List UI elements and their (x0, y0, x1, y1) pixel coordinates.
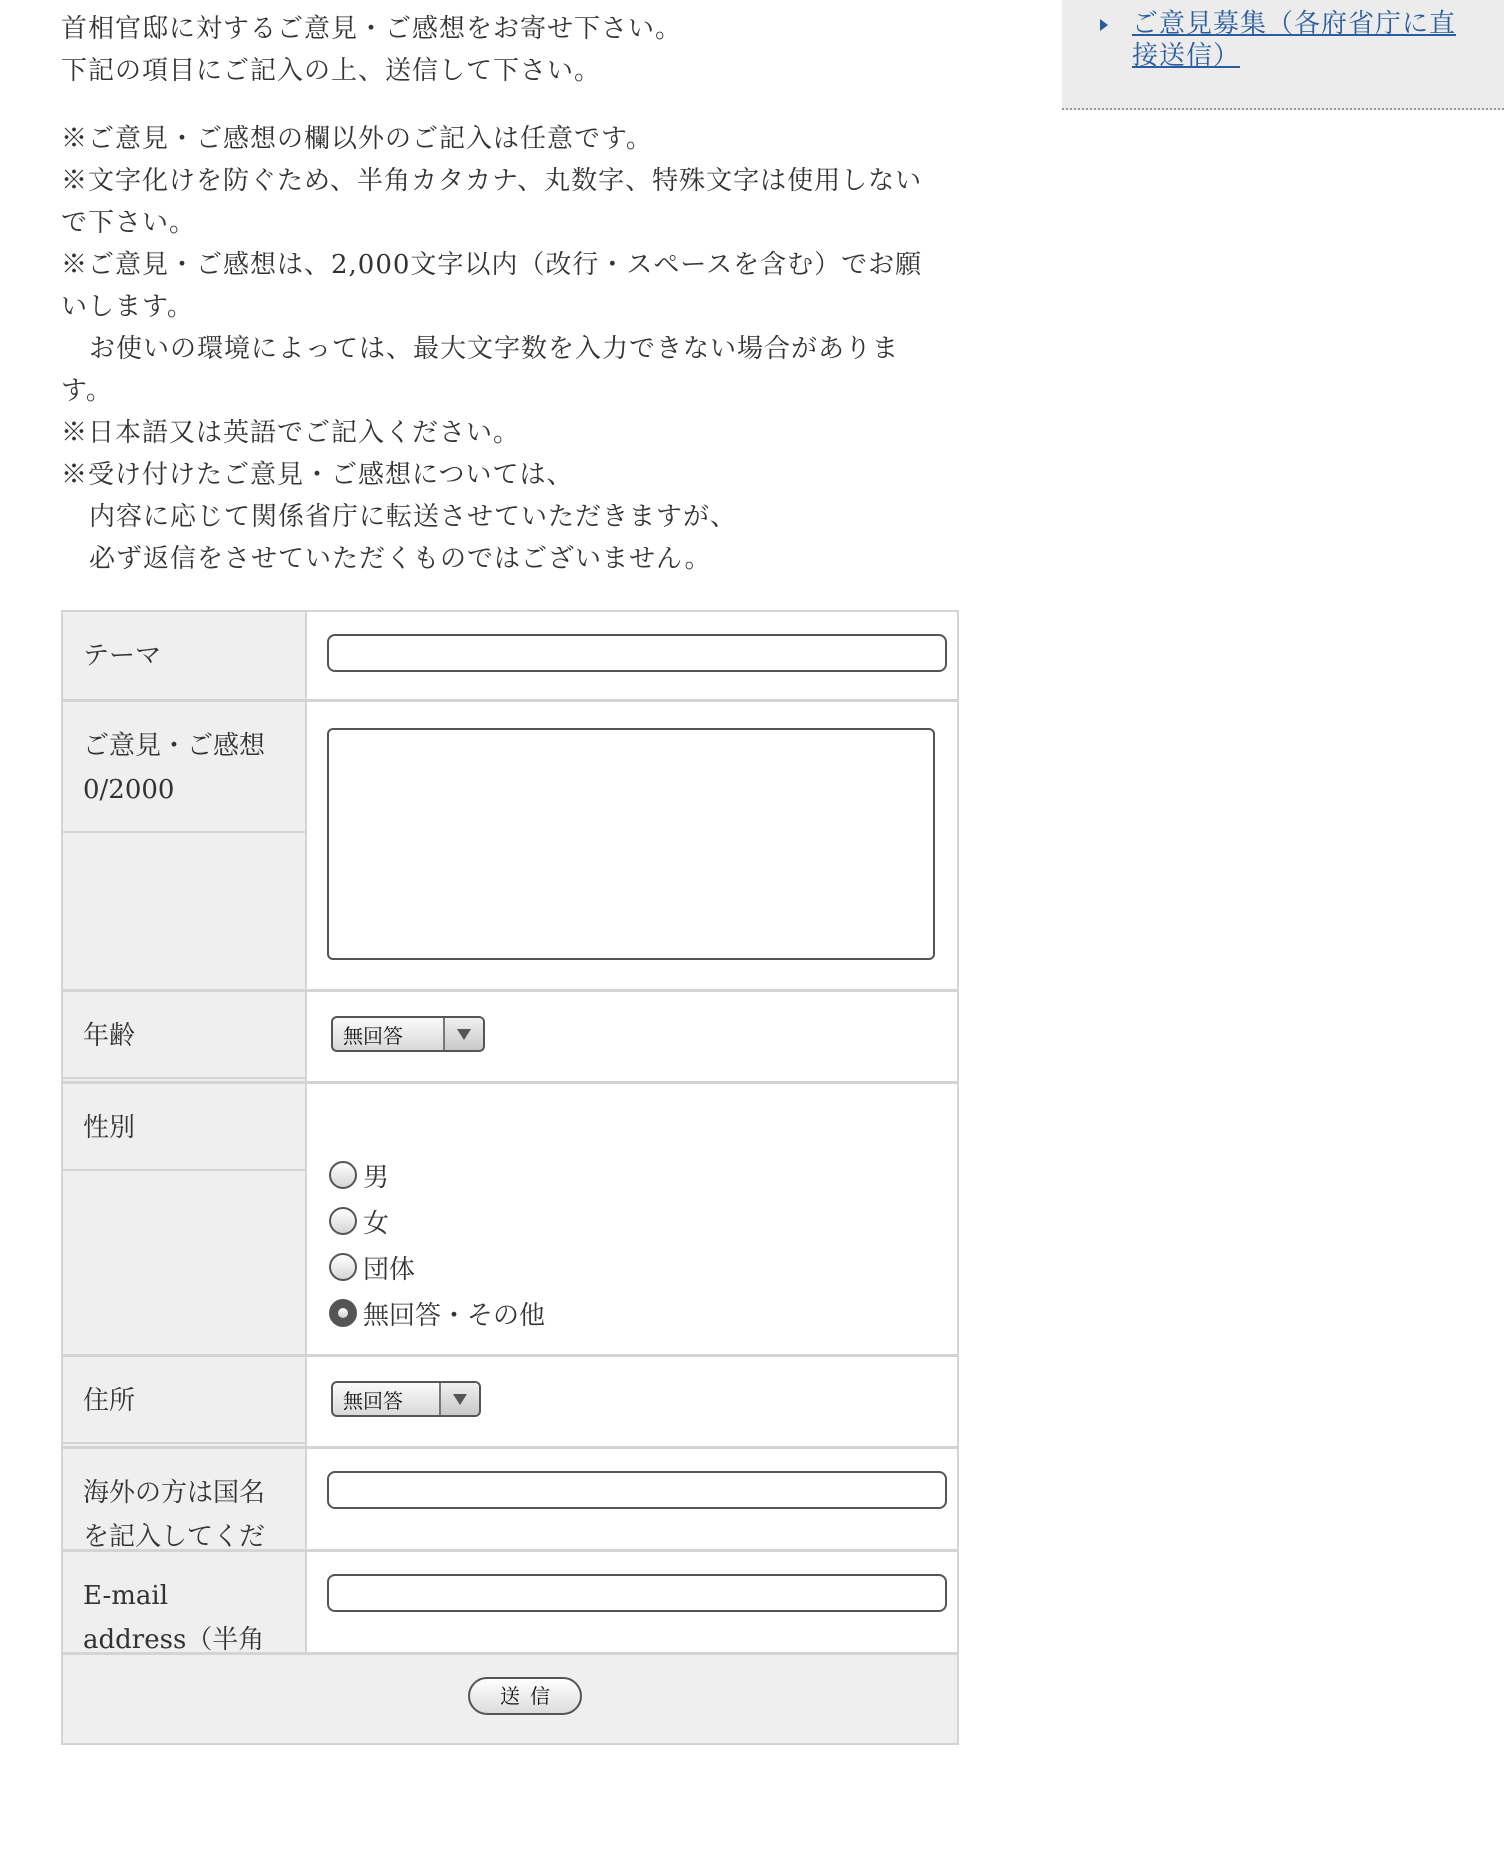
theme-input[interactable] (327, 634, 947, 672)
email-label-line: address（半角 (83, 1625, 265, 1652)
opinion-char-count: 0/2000 (83, 775, 175, 805)
label-cell (61, 612, 307, 699)
overseas-label-line: 海外の方は国名 (83, 1478, 266, 1508)
opinion-link[interactable]: ご意見募集（各府省庁に直 接送信） (1132, 9, 1457, 71)
opinion-form (61, 610, 959, 1745)
gender-label: 性別 (63, 1084, 305, 1171)
note-line: いします。 (61, 292, 194, 322)
form-row-age (61, 989, 959, 1081)
radio-button-selected[interactable] (329, 1299, 357, 1327)
field-cell (307, 1449, 959, 1549)
overseas-label-line: を記入してくだ (83, 1522, 266, 1549)
form-row-theme (61, 610, 959, 699)
opinion-textarea[interactable] (327, 728, 935, 960)
intro-line-1: 首相官邸に対するご意見・ご感想をお寄せ下さい。 (61, 14, 683, 44)
theme-label: テーマ (63, 612, 305, 697)
opinion-label: ご意見・ご感想 (83, 731, 266, 761)
label-cell (61, 1084, 307, 1354)
field-cell (307, 1084, 959, 1354)
note-line: す。 (61, 376, 113, 406)
form-row-email (61, 1549, 959, 1652)
sidebar (1062, 0, 1504, 110)
radio-button[interactable] (329, 1253, 357, 1281)
age-select-value: 無回答 (343, 1023, 403, 1048)
sidebar-link-item[interactable] (1132, 8, 1492, 72)
intro-line-2: 下記の項目にご記入の上、送信して下さい。 (61, 56, 602, 86)
radio-label: 男 (363, 1162, 390, 1193)
chevron-down-icon (443, 1018, 483, 1050)
label-cell (61, 1357, 307, 1446)
note-line: ※ご意見・ご感想の欄以外のご記入は任意です。 (61, 124, 653, 154)
field-cell (307, 702, 959, 989)
submit-row (61, 1652, 959, 1745)
address-select[interactable] (331, 1381, 481, 1417)
note-line: ※ご意見・ご感想は、2,000文字以内（改行・スペースを含む）でお願 (61, 250, 923, 280)
radio-button[interactable] (329, 1161, 357, 1189)
opinion-label-box (63, 702, 305, 833)
email-label-line: E-mail (83, 1581, 169, 1611)
field-cell (307, 1357, 959, 1446)
gender-radio-group (329, 1152, 545, 1336)
form-row-opinion (61, 699, 959, 989)
intro-text (61, 0, 961, 580)
chevron-down-icon (439, 1383, 479, 1415)
label-cell (61, 1449, 307, 1549)
radio-label: 女 (363, 1208, 390, 1239)
note-line: お使いの環境によっては、最大文字数を入力できない場合がありま (89, 334, 900, 364)
email-label (63, 1552, 305, 1652)
label-cell (61, 992, 307, 1081)
main-content (61, 0, 961, 580)
form-row-gender (61, 1081, 959, 1354)
form-row-address (61, 1354, 959, 1446)
field-cell (307, 1552, 959, 1652)
gender-option-male[interactable] (329, 1152, 545, 1198)
gender-option-group[interactable] (329, 1244, 545, 1290)
submit-button[interactable]: 送信 (468, 1677, 582, 1715)
note-line: で下さい。 (61, 208, 197, 238)
note-line: ※日本語又は英語でご記入ください。 (61, 418, 521, 448)
radio-button[interactable] (329, 1207, 357, 1235)
age-label: 年齢 (63, 992, 305, 1079)
radio-label: 団体 (363, 1254, 416, 1285)
label-cell (61, 1552, 307, 1652)
address-label: 住所 (63, 1357, 305, 1444)
radio-label: 無回答・その他 (363, 1300, 546, 1331)
note-line: 必ず返信をさせていただくものではございません。 (89, 544, 712, 574)
note-line: 内容に応じて関係省庁に転送させていただきますが、 (89, 502, 738, 532)
label-cell (61, 702, 307, 989)
note-line: ※文字化けを防ぐため、半角カタカナ、丸数字、特殊文字は使用しない (61, 166, 923, 196)
country-input[interactable] (327, 1471, 947, 1509)
gender-option-female[interactable] (329, 1198, 545, 1244)
field-cell (307, 992, 959, 1081)
address-select-value: 無回答 (343, 1388, 403, 1413)
overseas-label (63, 1449, 305, 1549)
field-cell (307, 612, 959, 699)
bullet-arrow-icon (1100, 19, 1108, 31)
notes (61, 118, 961, 580)
note-line: ※受け付けたご意見・ご感想については、 (61, 460, 574, 490)
email-input[interactable] (327, 1574, 947, 1612)
gender-option-no-answer[interactable] (329, 1290, 545, 1336)
form-row-overseas (61, 1446, 959, 1549)
age-select[interactable] (331, 1016, 485, 1052)
